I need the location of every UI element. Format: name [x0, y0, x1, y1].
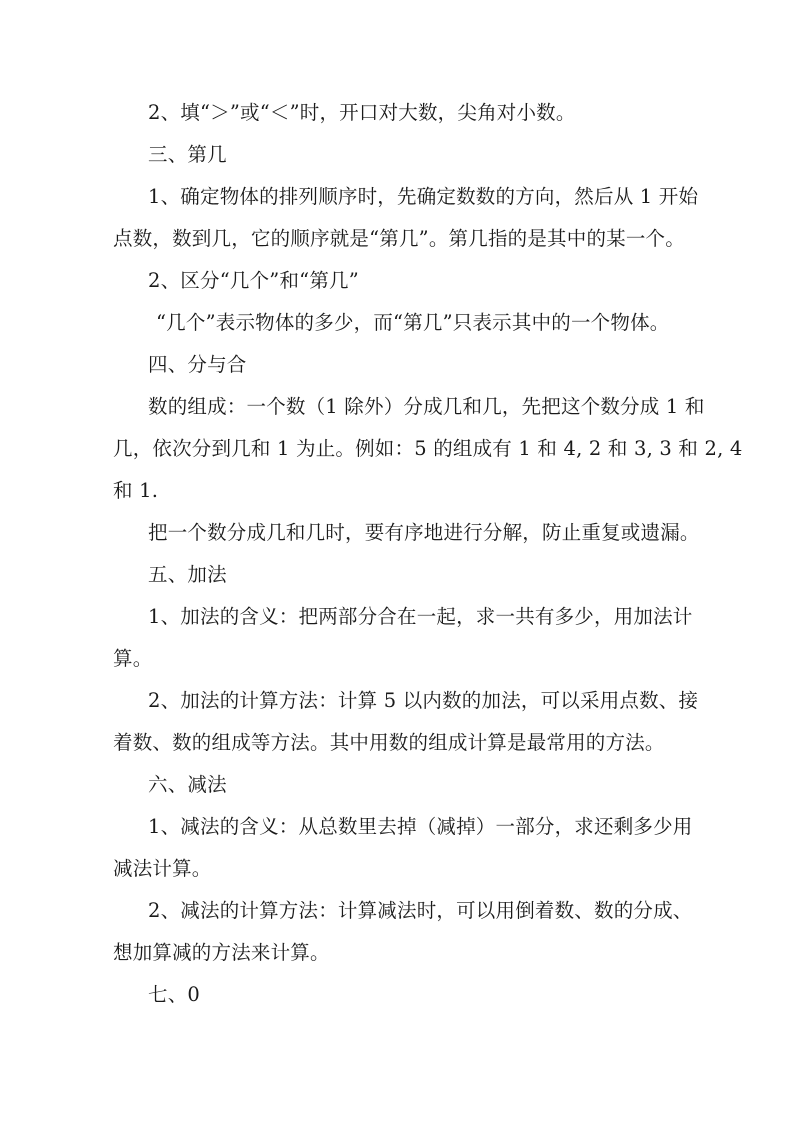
text-line: 1、加法的含义：把两部分合在一起，求一共有多少，用加法计	[148, 605, 693, 628]
text-line: 想加算减的方法来计算。	[113, 941, 330, 964]
text-line: 五、加法	[148, 563, 227, 586]
text-line: 六、减法	[148, 773, 227, 796]
text-line: 几，依次分到几和 1 为止。例如：5 的组成有 1 和 4, 2 和 3, 3 和 2, 4	[113, 437, 743, 460]
text-line: 把一个数分成几和几时，要有序地进行分解，防止重复或遗漏。	[148, 521, 700, 544]
text-line: 1、确定物体的排列顺序时，先确定数数的方向，然后从 1 开始	[148, 185, 699, 208]
text-line: 七、0	[148, 983, 201, 1006]
text-line: 1、减法的含义：从总数里去掉（减掉）一部分，求还剩多少用	[148, 815, 693, 838]
text-line: 2、加法的计算方法：计算 5 以内数的加法，可以采用点数、接	[148, 689, 699, 712]
text-line: 点数，数到几，它的顺序就是“第几”。第几指的是其中的某一个。	[113, 227, 685, 250]
text-line: 和 1.	[113, 479, 159, 502]
text-line: 减法计算。	[113, 857, 212, 880]
text-line: 四、分与合	[148, 353, 247, 376]
document-text-block	[113, 92, 743, 1016]
text-line: “几个”表示物体的多少，而“第几”只表示其中的一个物体。	[156, 311, 670, 334]
text-line: 2、区分“几个”和“第几”	[148, 269, 359, 292]
text-line: 三、第几	[148, 143, 227, 166]
text-line: 着数、数的组成等方法。其中用数的组成计算是最常用的方法。	[113, 731, 665, 754]
text-line: 2、减法的计算方法：计算减法时，可以用倒着数、数的分成、	[148, 899, 693, 922]
text-line: 2、填“＞”或“＜”时，开口对大数，尖角对小数。	[148, 101, 576, 124]
text-line: 数的组成：一个数（1 除外）分成几和几，先把这个数分成 1 和	[148, 395, 705, 418]
text-line: 算。	[113, 647, 153, 670]
